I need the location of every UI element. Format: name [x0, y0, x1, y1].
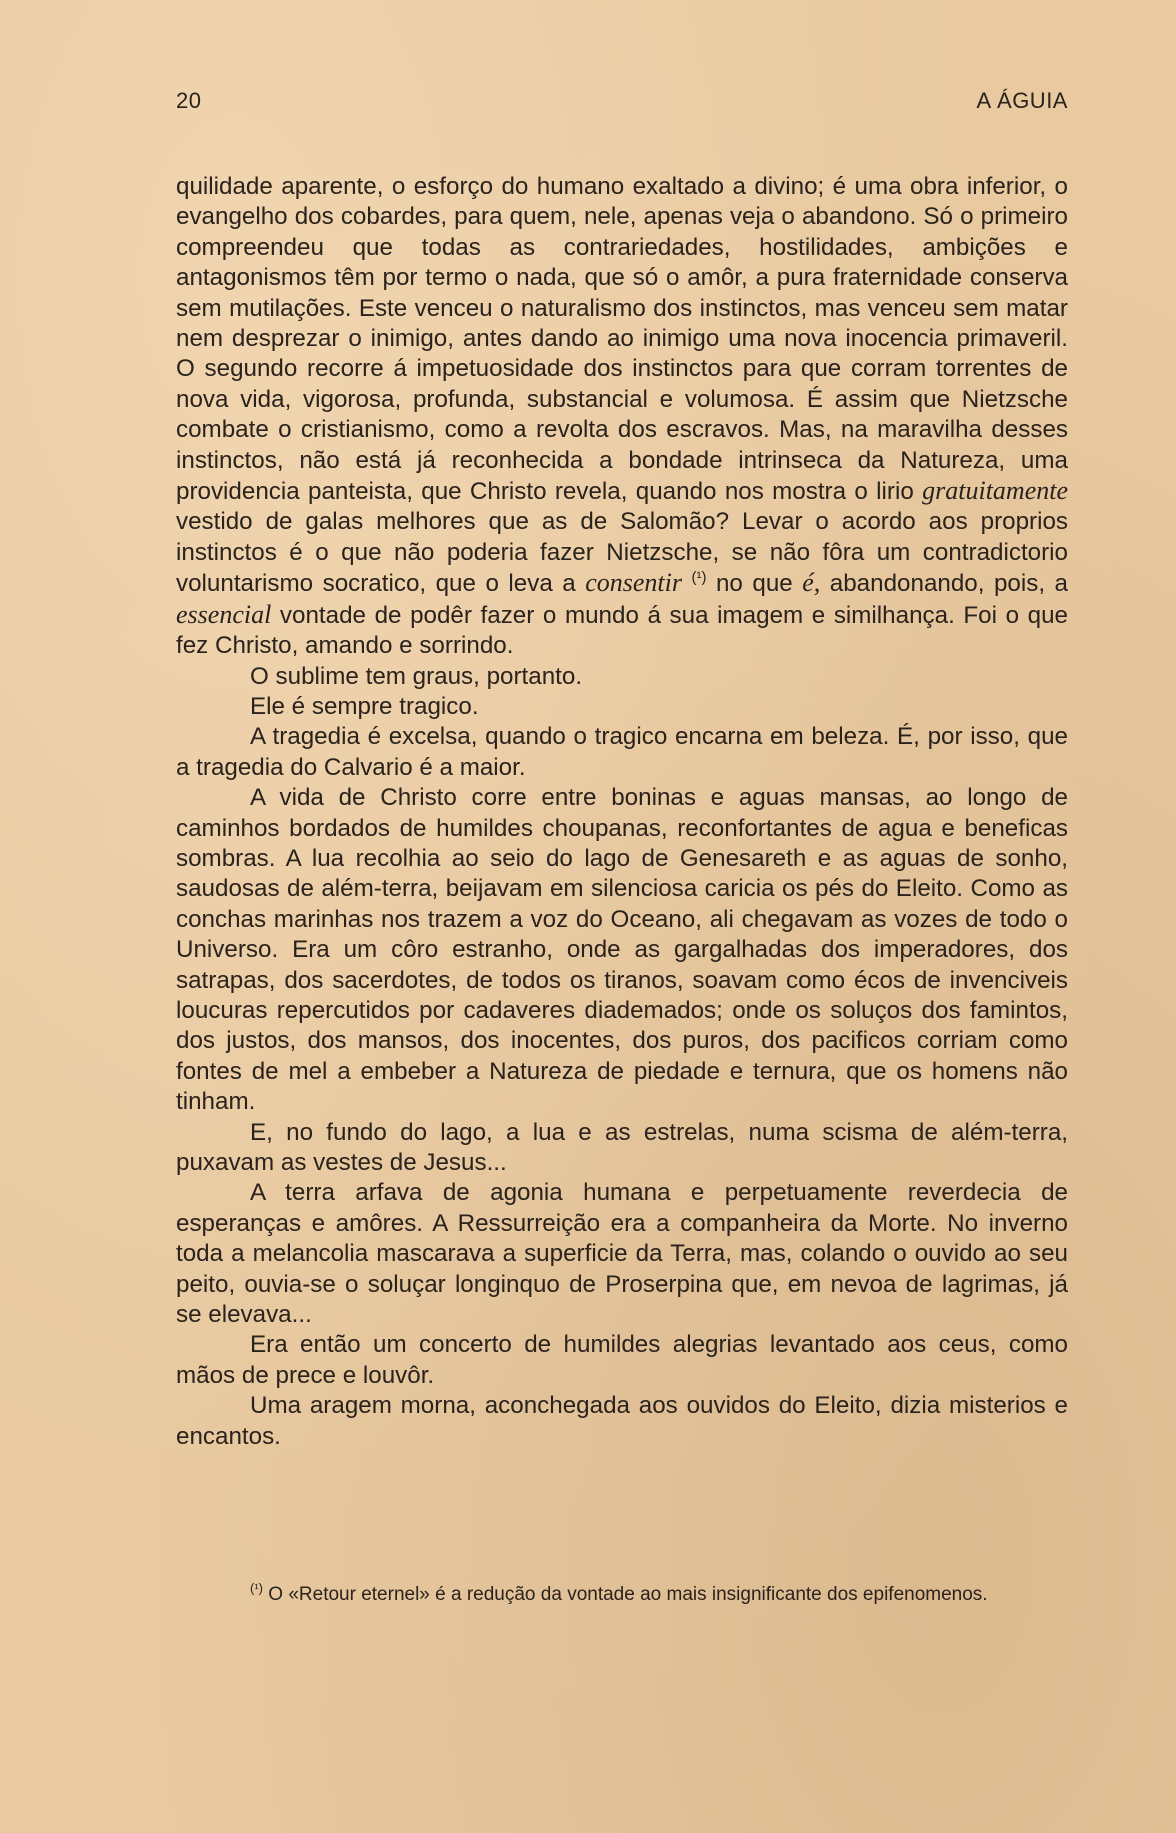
text-run: O sublime tem graus, portanto.: [250, 662, 583, 690]
footnote-text: O «Retour eternel» é a redução da vontade ao mais insignificante dos epifenomenos.: [263, 1584, 988, 1605]
emphasis-text: consentir: [585, 568, 682, 598]
text-run: E, no fundo do lago, a lua e as estrelas, numa scisma de além-terra, puxavam as vestes de Jesus...: [176, 1118, 1068, 1176]
paragraph: [176, 722, 1068, 783]
paragraph: [176, 783, 1068, 1117]
paragraph: [176, 692, 1068, 722]
text-run: vontade de podêr fazer o mundo á sua imagem e similhança. Foi o que fez Christo, amando e sorrindo.: [176, 601, 1068, 660]
text-run: quilidade aparente, o esforço do humano exaltado a divino; é uma obra inferior, o evangelho dos cobardes, para quem, nele, apenas veja o abandono. Só o primeiro compreendeu que todas as contrariedades, hostilidades, ambições e antagonismos têm por termo o nada, que só o amôr, a pura fraternidade conserva sem mutilações. Este venceu o naturalismo dos instinctos, mas venceu sem matar nem desprezar o inimigo, antes dando ao inimigo uma nova inocencia primaveril. O segundo recorre á impetuosidade dos instinctos para que corram torrentes de nova vida, vigorosa, profunda, substancial e volumosa. É assim que Nietzsche combate o cristianismo, como a revolta dos escravos. Mas, na maravilha desses instinctos, não está já reconhecida a bondade intrinseca da Natureza, uma providencia panteista, que Christo revela, quando nos mostra o lirio: [176, 173, 1068, 506]
footnote: [176, 1581, 1068, 1608]
text-run: A terra arfava de agonia humana e perpetuamente reverdecia de esperanças e amôres. A Ressurreição era a companheira da Morte. No inverno toda a melancolia mascarava a superficie da Terra, mas, colando o ouvido ao seu peito, ouvia-se o soluçar longinquo de Proserpina que, em nevoa de lagrimas, já se elevava...: [176, 1179, 1068, 1329]
paragraph: [176, 1391, 1068, 1452]
body-text: [176, 172, 1068, 1452]
page-number: 20: [176, 88, 202, 113]
emphasis-text: é,: [802, 568, 821, 598]
paragraph: [176, 1118, 1068, 1179]
paragraph: [176, 172, 1068, 662]
paragraph: [176, 662, 1068, 692]
journal-title: A ÁGUIA: [976, 88, 1068, 113]
footnote-marker: (¹): [250, 1580, 263, 1596]
paragraph: [176, 1178, 1068, 1330]
text-run: Ele é sempre tragico.: [250, 692, 479, 720]
footnote-reference: (¹): [691, 569, 707, 587]
text-run: no que: [706, 570, 803, 598]
running-head: [176, 88, 1068, 120]
emphasis-text: gratuitamente: [922, 476, 1068, 506]
text-run: A tragedia é excelsa, quando o tragico encarna em beleza. É, por isso, que a tragedia do Calvario é a maior.: [176, 723, 1068, 781]
text-run: Uma aragem morna, aconchegada aos ouvidos do Eleito, dizia misterios e encantos.: [176, 1392, 1068, 1450]
text-run: abandonando, pois, a: [820, 570, 1068, 598]
emphasis-text: essencial: [176, 599, 272, 629]
text-run: A vida de Christo corre entre boninas e aguas mansas, ao longo de caminhos bordados de humildes choupanas, reconfortantes de agua e beneficas sombras. A lua recolhia ao seio do lago de Genesareth e as aguas de sonho, saudosas de além-terra, beijavam em silenciosa caricia os pés do Eleito. Como as conchas marinhas nos trazem a voz do Oceano, ali chegavam as vozes de todo o Universo. Era um côro estranho, onde as gargalhadas dos imperadores, dos satrapas, dos sacerdotes, de todos os tiranos, soavam como écos de invenciveis loucuras repercutidos por cadaveres diademados; onde os soluços dos famintos, dos justos, dos mansos, dos inocentes, dos puros, dos pacificos corriam como fontes de mel a embeber a Natureza de piedade e ternura, que os homens não tinham.: [176, 784, 1068, 1116]
paragraph: [176, 1330, 1068, 1391]
text-run: Era então um concerto de humildes alegrias levantado aos ceus, como mãos de prece e louvôr.: [176, 1331, 1068, 1389]
text-run: vestido de galas melhores que as de Salomão? Levar o acordo aos proprios instinctos é o que não poderia fazer Nietzsche, se não fôra um contradictorio voluntarismo socratico, que o leva a: [176, 508, 1068, 598]
